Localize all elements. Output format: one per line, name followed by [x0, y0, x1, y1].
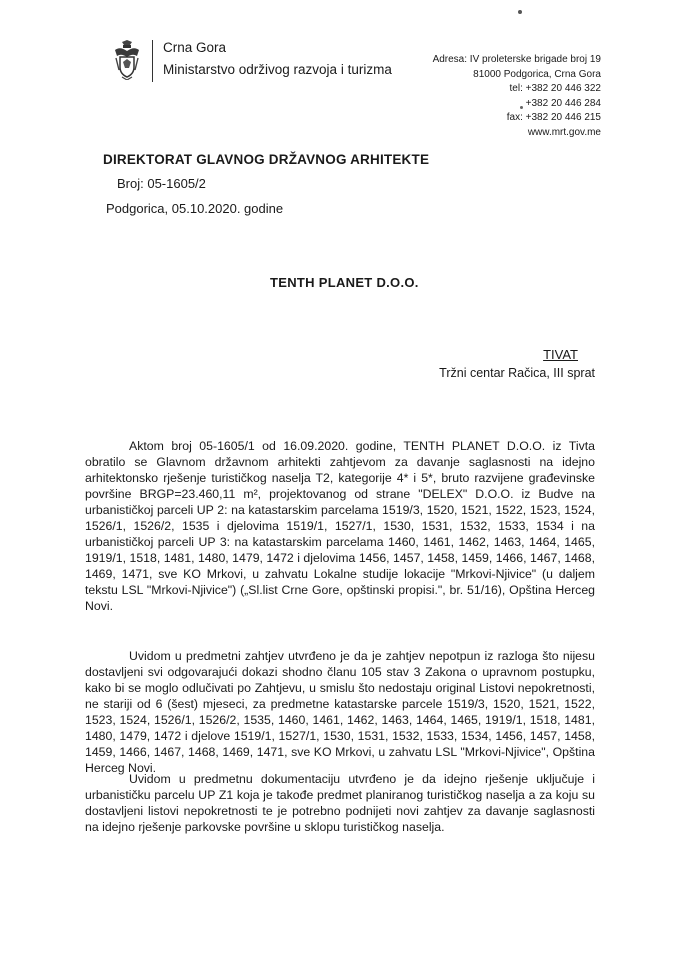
directorate-title: DIREKTORAT GLAVNOG DRŽAVNOG ARHITEKTE — [103, 152, 430, 167]
address-line: Adresa: IV proleterske brigade broj 19 — [432, 54, 601, 65]
ministry-name: Ministarstvo održivog razvoja i turizma — [163, 62, 392, 77]
contact-block — [433, 53, 601, 141]
website-link[interactable]: www.mrt.gov.me — [527, 126, 601, 138]
header-divider — [152, 40, 153, 82]
paragraph-text: Uvidom u predmetni zahtjev utvrđeno je da je zahtjev nepotpun iz razloga što nijesu dostavljeni svi odgovarajući dokazi shodno članu 105 stav 3 Zakona o upravnom postupku, kako bi se moglo odlučivati po Zahtjevu, u smislu što nedostaju original Listovi nepokretnosti, ne stariji od 6 (šest) mjeseci, za predmetne katastarske parcele 1519/3, 1520, 1521, 1522, 1523, 1524, 1526/1, 1526/2, 1535, 1460, 1461, 1462, 1463, 1464, 1465, 1919/1, 1518, 1481, 1480, 1479, 1472 i djelove 1519/1, 1527/1, 1530, 1531, 1532, 1533, 1534, 1456, 1457, 1458, 1459, 1466, 1467, 1468, 1469, 1471, sve KO Mrkovi, u zahvatu LSL "Mrkovi-Njivice", Opština Herceg Novi. — [85, 649, 595, 775]
body-paragraph-3 — [85, 771, 595, 851]
place-and-date: Podgorica, 05.10.2020. godine — [106, 201, 284, 216]
fax-line: fax: +382 20 446 215 — [506, 112, 601, 124]
body-paragraph-1 — [85, 438, 595, 664]
paragraph-text: Uvidom u predmetnu dokumentaciju utvrđeno je da idejno rješenje uključuje i urbanističku parcelu UP Z1 koja je takođe predmet planiranog turističkog naselja a za koju su dostavljeni listovi nepokretnosti te je potrebno podnijeti novi zahtjev za davanje saglasnosti na idejno rješenje parkovske površine u sklopu turističkog naselja. — [85, 772, 595, 834]
coat-of-arms-icon — [113, 40, 141, 80]
recipient-address: Tržni centar Račica, III sprat — [439, 366, 595, 380]
country-name: Crna Gora — [163, 40, 227, 55]
phone-line: tel: +382 20 446 322 — [509, 83, 601, 95]
paragraph-text: Aktom broj 05-1605/1 od 16.09.2020. godine, TENTH PLANET D.O.O. iz Tivta obratilo se Glavnom državnom arhitekti zahtjevom za davanje saglasnosti na idejno arhitektonsko rješenje turističkog naselja T2, kategorije 4* i 5*, bruto razvijene građevinske površine BRGP=23.460,11 m², projektovanog od strane "DELEX" D.O.O. iz Budve na urbanističkoj parceli UP 2: na katastarskim parcelama 1519/3, 1520, 1521, 1522, 1523, 1524, 1526/1, 1526/2, 1535 i djelovima 1519/1, 1527/1, 1530, 1531, 1532, 1533, 1534 i na urbanističkoj parceli UP 3: na katastarskim parcelama 1460, 1461, 1462, 1463, 1464, 1465, 1919/1, 1518, 1481, 1480, 1479, 1472 i djelovima 1456, 1457, 1458, 1459, 1466, 1467, 1468, 1469, 1471, sve KO Mrkovi, u zahvatu Lokalne studije lokacije "Mrkovi-Njivice" (u daljem tekstu LSL "Mrkovi-Njivice") („Sl.list Crne Gore, opštinski propisi.", br. 51/16), Opština Herceg Novi. — [85, 439, 595, 613]
recipient-city: TIVAT — [543, 347, 578, 362]
body-paragraph-2 — [85, 648, 595, 775]
address-line: 81000 Podgorica, Crna Gora — [473, 68, 601, 80]
scan-speck — [518, 10, 522, 14]
reference-number: Broj: 05-1605/2 — [117, 176, 206, 191]
recipient-name: TENTH PLANET D.O.O. — [270, 275, 419, 290]
phone-line: +382 20 446 284 — [525, 97, 601, 109]
